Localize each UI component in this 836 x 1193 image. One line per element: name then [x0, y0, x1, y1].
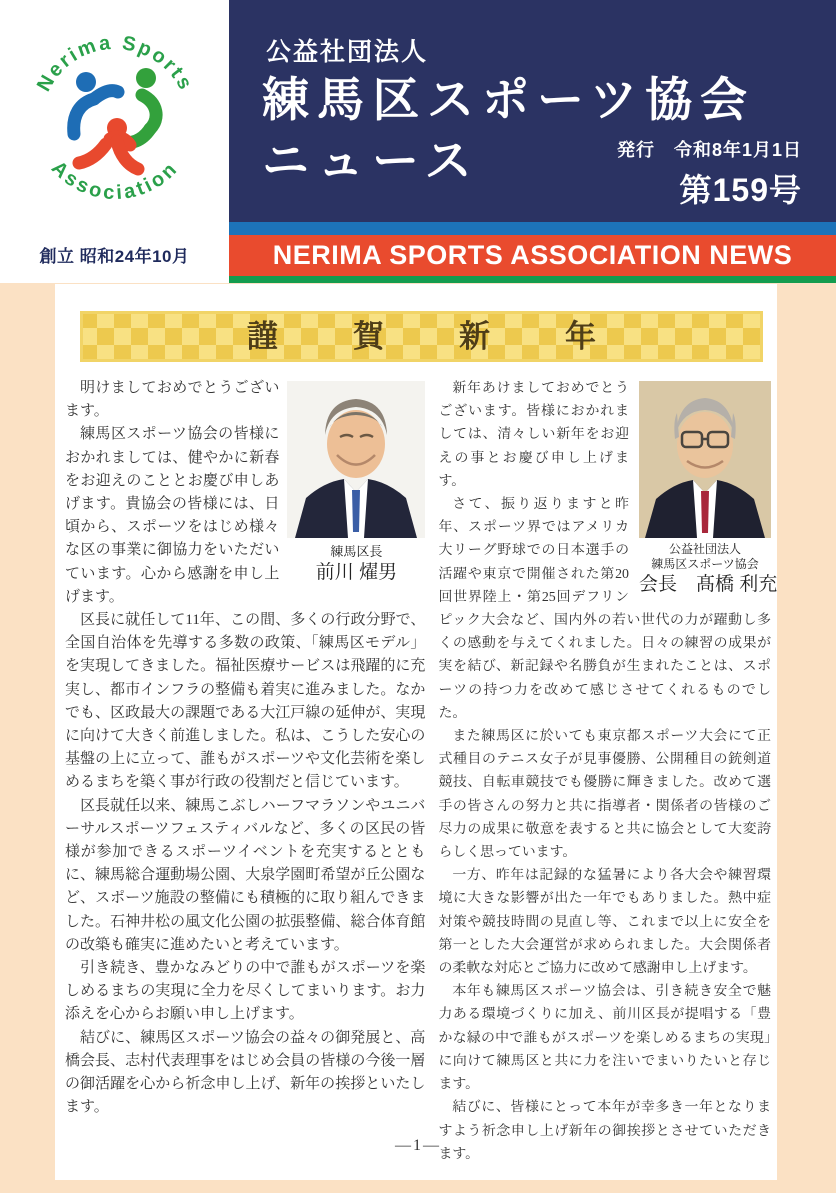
chairman-name: 会長 髙橋 利充 [639, 574, 778, 595]
article-paragraph: 区長就任以来、練馬こぶしハーフマラソンやユニバーサルスポーツフェスティバルなど、多くの区民の皆様が参加できるスポーツイベントを充実するとともに、練馬総合運動場公園、大泉学園町希望が丘公園など、スポーツ施設の整備にも積極的に取り組んできました。石神井松の風文化公園の拡張整備、総合体育館の改築も確実に進めたいと考えています。 [65, 797, 426, 953]
article-paragraph: また練馬区に於いても東京都スポーツ大会にて正式種目のテニス女子が見事優勝、公開種目の銃剣道競技、自転車競技でも優勝に輝きました。改めて選手の皆さんの努力と共に指導者・関係者の皆様のご尽力の成果に敬意を表すると共に協会として大変誇らしく思っています。 [438, 729, 771, 861]
article-paragraph: 明けましておめでとうございます。 [65, 380, 280, 420]
mayor-photo-caption [287, 543, 425, 585]
mayor-title: 練馬区長 [330, 544, 383, 559]
article-columns [65, 377, 778, 1166]
chairman-photo-caption [639, 542, 778, 597]
svg-text:Association [47, 157, 183, 204]
article-paragraph: 結びに、練馬区スポーツ協会の益々の御発展と、高橋会長、志村代表理事をはじめ会員の皆様の今後一層の御活躍を心から祈念申し上げ、新年の挨拶といたします。 [65, 1029, 426, 1116]
blue-stripe [229, 222, 836, 235]
logo-figure-orange [79, 118, 138, 169]
article-paragraph: さて、振り返りますと昨年、スポーツ界ではアメリカ大リーグ野球での日本選手の活躍や東京で開催された第20回世界陸上・第25回デフリンピック大会など、国内外の若い世代の力が躍動し多くの感動を与えてくれました。日々の練習の成果が実を結び、新記録や名勝負が生まれたことは、スポーツの持つ力を改めて感じさせてくれるものでした。 [438, 497, 771, 721]
portrait-photo-chairman [639, 381, 771, 538]
english-banner: NERIMA SPORTS ASSOCIATION NEWS [229, 235, 836, 276]
mayor-name: 前川 燿男 [315, 562, 398, 583]
content-panel [55, 284, 777, 1180]
masthead [229, 0, 836, 222]
page-number: —1— [395, 1137, 441, 1154]
newsletter-title-line1: 練馬区スポーツ協会 [262, 73, 756, 126]
article-paragraph: 引き続き、豊かなみどりの中で誰もがスポーツを楽しめるまちの実現に全力を尽くしてまいります。お力添えを心からお願い申し上げます。 [65, 960, 426, 1023]
issue-number: 第159号 [679, 172, 802, 208]
new-year-headline: 謹 賀 新 年 [80, 311, 763, 362]
article-paragraph: 新年あけましておめでとうございます。皆様におかれましては、清々しい新年をお迎えの事とお慶び申し上げます。 [438, 381, 629, 489]
article-paragraph: 一方、昨年は記録的な猛暑により各大会や練習環境に大きな影響が出た一年でもありました。熱中症対策や競技時間の見直し等、これまで以上に安全を第一とした大会運営が求められました。大会関係者の柔軟な対応とご協力に改めて感謝申し上げます。 [438, 868, 771, 977]
chairman-greeting-article [438, 377, 778, 1166]
green-stripe [229, 276, 836, 283]
chairman-org-line2: 練馬区スポーツ協会 [651, 557, 759, 571]
portrait-photo-mayor [287, 381, 425, 538]
issue-info [617, 136, 802, 211]
founded-date: 創立 昭和24年10月 [39, 247, 190, 266]
newsletter-title-line2: ニュース [262, 134, 480, 187]
logo-arc-bottom-text: Association [47, 156, 183, 205]
mayor-photo-figure [287, 381, 425, 585]
chairman-photo-figure [639, 381, 778, 597]
issue-date: 発行 令和8年1月1日 [616, 140, 802, 160]
article-paragraph: 本年も練馬区スポーツ協会は、引き続き安全で魅力ある環境づくりに加え、前川区長が提唱する「豊かな緑の中で誰もがスポーツを楽しめるまちの実現」に向けて練馬区と共に力を注いでまいりたいと存じます。 [438, 984, 771, 1093]
article-paragraph: 結びに、皆様にとって本年が幸多き一年となりますよう祈念申し上げ新年の御挨拶とさせていただきます。 [438, 1100, 771, 1162]
logo-figure-green [122, 68, 156, 143]
logo-arc-top-text: Nerima Sports [32, 31, 198, 96]
article-paragraph: 区長に就任して11年、この間、多くの行政分野で、全国自治体を先導する多数の政策、「練馬区モデル」を実現してきました。福祉医療サービスは飛躍的に充実し、都市インフラの整備も着実に進みました。なかでも、区政最大の課題である大江戸線の延伸が、実現に向けて大きく前進しました。私は、こうした安心の基盤の上に立って、誰もがスポーツや文化芸術を楽しめるまちを築く事が行政の役割だと信じています。 [65, 612, 426, 791]
logo-zone [0, 0, 229, 283]
org-type-label: 公益社団法人 [266, 38, 429, 66]
association-logo-icon [20, 18, 210, 230]
chairman-org-line1: 公益社団法人 [668, 542, 741, 556]
article-paragraph: 練馬区スポーツ協会の皆様におかれましては、健やかに新春をお迎えのこととお慶び申しあげます。貴協会の皆様には、日頃から、スポーツをはじめ様々な区の事業に御協力をいただいています。心から感謝を申し上げます。 [65, 426, 280, 605]
mayor-greeting-article [65, 377, 425, 1166]
